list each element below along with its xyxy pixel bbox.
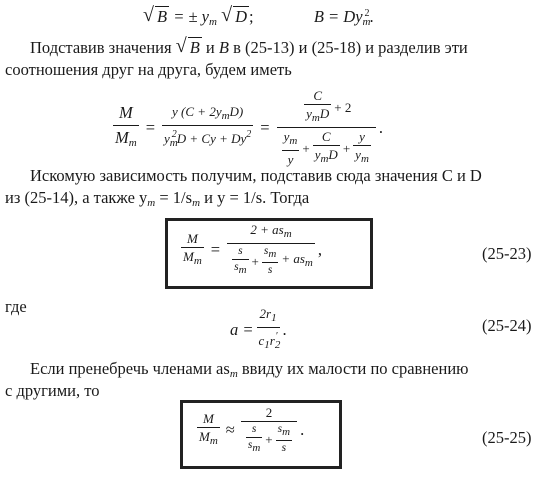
frac-m-mm-23: $\frac{M}{M_m}$ xyxy=(183,230,202,267)
where-label: где xyxy=(5,297,27,316)
eq-b: B = Dy xyxy=(313,7,363,26)
paragraph-2-line-1: Искомую зависимость получим, подставив сюда значения C и D xyxy=(30,166,482,185)
paragraph-3-line-1: Если пренебречь членами $as_m$ ввиду их малости по сравнению xyxy=(30,359,469,380)
sqrt-b: √ B xyxy=(143,4,168,26)
frac-middle: $\frac{y (C + 2y_mD)}{y_m^2D + Cy + Dy^2}$ xyxy=(164,104,252,149)
paragraph-1-line-1: Подставив значения √ B и B в (25-13) и (25-18) и разделив эти xyxy=(30,35,468,57)
frac-right: $\frac{C}{y_mD}$ + 2 $\frac{y_m}{y}$ + $\frac{C}{y_mD}$ + $\frac{y}{y_m}$ xyxy=(277,88,376,167)
paragraph-1-line-2: соотношения друг на друга, будем иметь xyxy=(5,60,292,79)
equation-number-25-24: (25-24) xyxy=(482,316,532,335)
equation-25-23: $\frac{M}{M_m}$ = $2 + as_m$ $\frac{s}{sm}$ + $\frac{sm}{s}$ + $as_m$ , xyxy=(183,222,322,276)
equation-main: $\frac{M}{M_m}$ = $\frac{y (C + 2y_mD)}{y_m^2D + Cy + Dy^2}$ = $\frac{C}{y_mD}$ + 2 $\frac{y_m}{y}$ + $\frac{C}{y_mD}$ + $\frac{y}{y_m}$ . xyxy=(115,88,384,167)
sqrt-b-inline: √ B xyxy=(175,35,200,57)
paragraph-2-line-2: из (25-14), а также $y_m = 1/s_m$ и y = 1/s. Тогда xyxy=(5,188,310,209)
equation-25-24: a = $\frac{2r_1}{c_1r_2'}$ . xyxy=(230,306,287,351)
frac-m-mm-25: $\frac{M}{M_m}$ xyxy=(199,411,218,447)
equation-25-25: $\frac{M}{M_m}$ ≈ 2 $\frac{s}{sm}$ + $\frac{sm}{s}$ . xyxy=(199,405,305,454)
frac-25-23-rhs: $2 + as_m$ $\frac{s}{sm}$ + $\frac{sm}{s}$ + $as_m$ xyxy=(227,222,315,277)
equation-number-25-23: (25-23) xyxy=(482,244,532,263)
frac-m-mm: $\frac{M}{M_m}$ xyxy=(115,102,137,149)
top-equations: √ B = ± $y_m$ √ D ; $B = Dy_m^2$. xyxy=(143,4,374,28)
equation-number-25-25: (25-25) xyxy=(482,428,532,447)
sqrt-d: √ D xyxy=(221,4,247,26)
frac-25-25-rhs: 2 $\frac{s}{sm}$ + $\frac{sm}{s}$ xyxy=(241,405,297,455)
paragraph-3-line-2: с другими, то xyxy=(5,381,100,400)
eq-a-rhs: = ± y xyxy=(173,7,209,26)
